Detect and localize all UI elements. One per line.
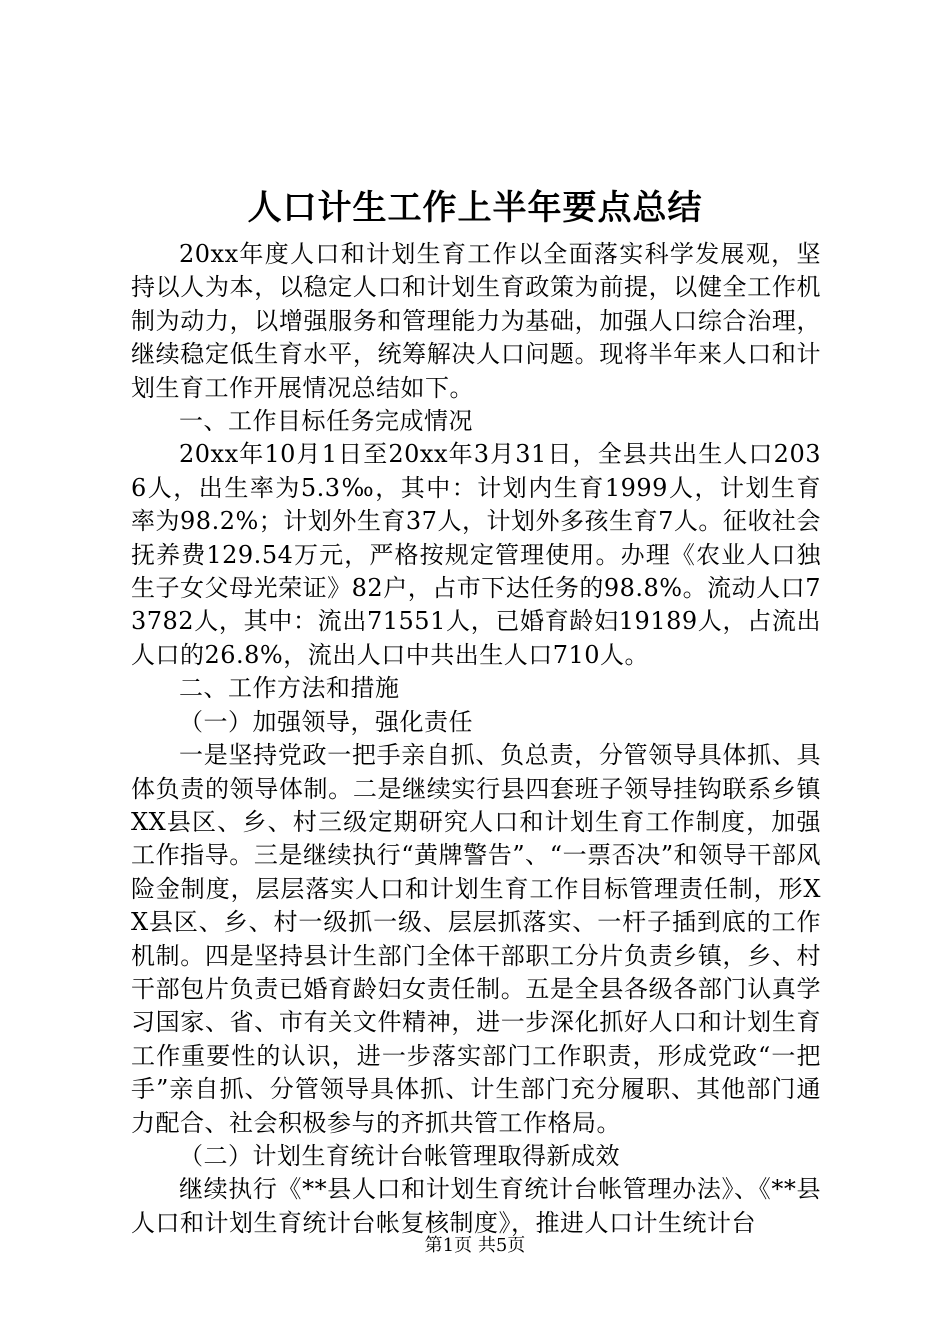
targets-paragraph: 20xx年10月1日至20xx年3月31日，全县共出生人口2036人，出生率为5.3‰，其中：计划内生育1999人，计划生育率为98.2%；计划外生育37人，计划外多孩生育7人。征收社会抚养费129.54万元，严格按规定管理使用。办理《农业人口独生子女父母光荣证》82户，占市下达任务的98.8%。流动人口73782人，其中：流出71551人，已婚育龄妇19189人，占流出人口的26.8%，流出人口中共出生人口710人。 (131, 440, 821, 669)
page-footer: 第1页 共5页 (424, 1235, 526, 1256)
statistics-paragraph: 继续执行《**县人口和计划生育统计台帐管理办法》、《**县人口和计划生育统计台帐复核制度》，推进人口计生统计台 (131, 1175, 821, 1237)
document-body (131, 238, 821, 1240)
intro-paragraph: 20xx年度人口和计划生育工作以全面落实科学发展观，坚持以人为本，以稳定人口和计划生育政策为前提，以健全工作机制为动力，以增强服务和管理能力为基础，加强人口综合治理，继续稳定低生育水平，统筹解决人口问题。现将半年来人口和计划生育工作开展情况总结如下。 (131, 240, 821, 402)
leadership-paragraph: 一是坚持党政一把手亲自抓、负总责，分管领导具体抓、具体负责的领导体制。二是继续实行县四套班子领导挂钩联系乡镇XX县区、乡、村三级定期研究人口和计划生育工作制度，加强工作指导。三是继续执行“黄牌警告”、“一票否决”和领导干部风险金制度，层层落实人口和计划生育工作目标管理责任制，形XX县区、乡、村一级抓一级、层层抓落实、一杆子插到底的工作机制。四是坚持县计生部门全体干部职工分片负责乡镇，乡、村干部包片负责已婚育龄妇女责任制。五是全县各级各部门认真学习国家、省、市有关文件精神，进一步深化抓好人口和计划生育工作重要性的认识，进一步落实部门工作职责，形成党政“一把手”亲自抓、分管领导具体抓、计生部门充分履职、其他部门通力配合、社会积极参与的齐抓共管工作格局。 (131, 741, 821, 1137)
subsection-heading-2: （二）计划生育统计台帐管理取得新成效 (179, 1141, 620, 1170)
document-title: 人口计生工作上半年要点总结 (247, 188, 703, 228)
subsection-heading-1: （一）加强领导，强化责任 (179, 707, 473, 736)
section-heading-1: 一、工作目标任务完成情况 (179, 407, 473, 436)
section-heading-2: 二、工作方法和措施 (179, 674, 400, 703)
